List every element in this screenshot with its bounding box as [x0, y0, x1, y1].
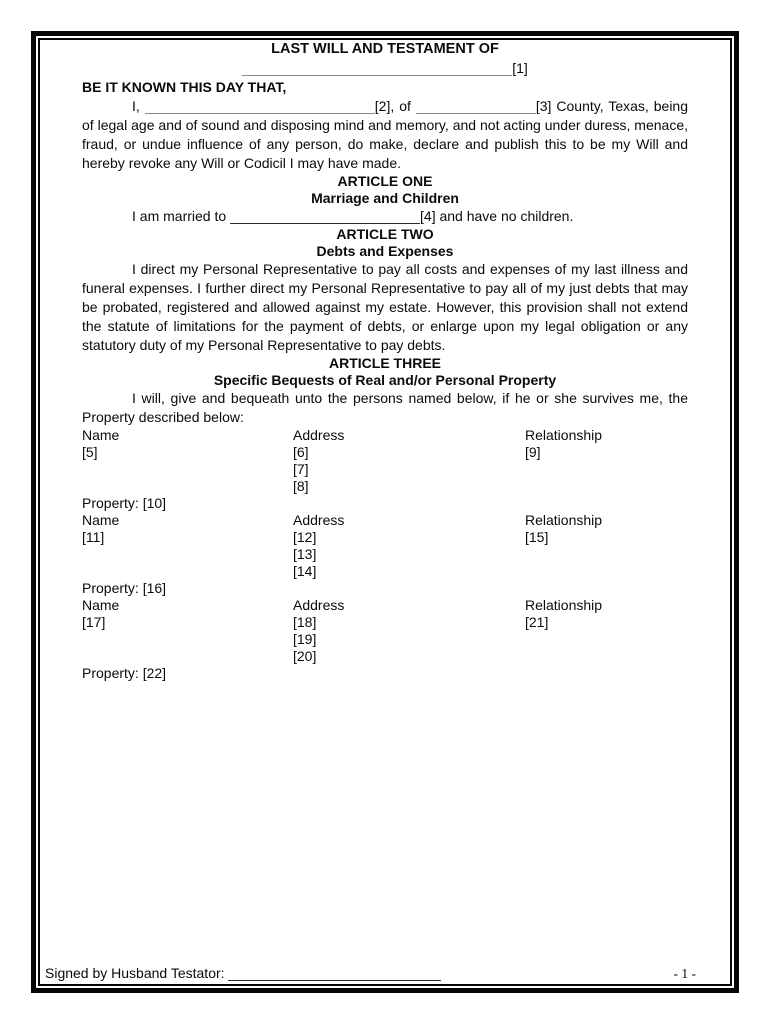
- bequest-row: [82, 614, 688, 631]
- address-field-ref[interactable]: [6]: [293, 444, 309, 460]
- bequest-column-headers: [82, 597, 688, 614]
- property-label: Property:: [82, 665, 139, 681]
- property-label: Property:: [82, 495, 139, 511]
- address-column-header: Address: [293, 597, 345, 613]
- relationship-column-header: Relationship: [525, 597, 603, 613]
- empty-cell: [82, 631, 293, 648]
- testator-name-ref: [1]: [512, 60, 528, 76]
- address-field-ref[interactable]: [20]: [293, 648, 317, 664]
- address-field-ref[interactable]: [19]: [293, 631, 317, 647]
- relationship-column-header: Relationship: [525, 427, 603, 443]
- county-blank[interactable]: [416, 100, 536, 114]
- page-border: [31, 31, 739, 993]
- debts-paragraph: I direct my Personal Representative to pay all costs and expenses of my last illness and funeral expenses. I further direct my Personal Representative to pay all of my just debts that may be probated, registered and allowed against my estate. However, this provision shall not extend the statute of limitations for the payment of debts, or enlarge upon my legal obligation or any statutory duty of my Personal Representative to pay debts.: [82, 261, 688, 353]
- empty-cell: [525, 478, 688, 495]
- article-one-heading: ARTICLE ONE: [337, 173, 433, 189]
- bequest-row: [82, 529, 688, 546]
- declaration-name-ref: [2], of: [374, 98, 411, 114]
- empty-cell: [82, 648, 293, 665]
- bequest-paragraph: I will, give and bequeath unto the persons named below, if he or she survives me, the Property described below:: [82, 390, 688, 425]
- address-field-ref[interactable]: [14]: [293, 563, 317, 579]
- bequest-column-headers: [82, 427, 688, 444]
- marriage-rest: [4] and have no children.: [420, 208, 574, 224]
- bequest-row: [82, 444, 688, 461]
- name-field-ref[interactable]: [17]: [82, 614, 106, 630]
- declaration-paragraph: [82, 97, 688, 173]
- address-field-ref[interactable]: [18]: [293, 614, 317, 630]
- property-row: [82, 495, 688, 512]
- relationship-field-ref[interactable]: [21]: [525, 614, 549, 630]
- empty-cell: [82, 563, 293, 580]
- property-field-ref[interactable]: [10]: [142, 495, 167, 511]
- article-three-subheading: Specific Bequests of Real and/or Personal Property: [213, 372, 557, 388]
- article-two-subheading: Debts and Expenses: [316, 243, 454, 259]
- marriage-statement: [82, 207, 688, 226]
- testator-name-blank[interactable]: [242, 62, 512, 76]
- address-field-ref[interactable]: [8]: [293, 478, 309, 494]
- page-footer: [45, 964, 696, 983]
- address-column-header: Address: [293, 427, 345, 443]
- property-label: Property:: [82, 580, 139, 596]
- name-column-header: Name: [82, 512, 120, 528]
- marriage-lead: I am married to: [132, 208, 227, 224]
- page-number: - 1 -: [673, 966, 696, 981]
- name-field-ref[interactable]: [11]: [82, 529, 105, 545]
- opening-declaration: BE IT KNOWN THIS DAY THAT,: [82, 79, 287, 95]
- testator-name-line: [82, 59, 688, 78]
- bequest-block-2: [82, 512, 688, 597]
- article-three-heading: ARTICLE THREE: [329, 355, 441, 371]
- name-field-ref[interactable]: [5]: [82, 444, 98, 460]
- relationship-field-ref[interactable]: [9]: [525, 444, 541, 460]
- signed-by-label: Signed by Husband Testator:: [45, 965, 225, 981]
- empty-cell: [82, 478, 293, 495]
- bequest-block-1: [82, 427, 688, 512]
- empty-cell: [525, 563, 688, 580]
- signed-by-line: [45, 964, 441, 983]
- declaration-lead: I,: [132, 98, 140, 114]
- bequest-row: [82, 546, 688, 563]
- property-field-ref[interactable]: [16]: [142, 580, 167, 596]
- empty-cell: [82, 461, 293, 478]
- address-field-ref[interactable]: [13]: [293, 546, 317, 562]
- article-one-heading-block: [82, 173, 688, 207]
- bequest-row: [82, 461, 688, 478]
- bequest-row: [82, 648, 688, 665]
- document-title: LAST WILL AND TESTAMENT OF: [271, 41, 499, 57]
- article-two-heading-block: [82, 226, 688, 260]
- relationship-column-header: Relationship: [525, 512, 603, 528]
- name-column-header: Name: [82, 597, 120, 613]
- property-field-ref[interactable]: [22]: [142, 665, 167, 681]
- bequest-row: [82, 563, 688, 580]
- bequest-block-3: [82, 597, 688, 682]
- article-two-heading: ARTICLE TWO: [336, 226, 434, 242]
- article-three-heading-block: [82, 355, 688, 389]
- bequest-row: [82, 631, 688, 648]
- bequest-column-headers: [82, 512, 688, 529]
- empty-cell: [525, 546, 688, 563]
- property-row: [82, 580, 688, 597]
- page-inner-border: [38, 38, 732, 986]
- empty-cell: [525, 631, 688, 648]
- property-row: [82, 665, 688, 682]
- document-body: [40, 40, 730, 682]
- testator-signature-blank[interactable]: [228, 967, 441, 981]
- address-field-ref[interactable]: [7]: [293, 461, 309, 477]
- spouse-name-blank[interactable]: [230, 210, 420, 224]
- empty-cell: [82, 546, 293, 563]
- declarant-name-blank[interactable]: [145, 100, 375, 114]
- declaration-rest: [3] County, Texas, being of legal age and of sound and disposing mind and memory, and not acting under duress, menace, fraud, or undue influence of any person, do make, declare and publish this to be my Will and hereby revoke any Will or Codicil I may have made.: [82, 98, 689, 171]
- article-one-subheading: Marriage and Children: [311, 190, 459, 206]
- address-field-ref[interactable]: [12]: [293, 529, 317, 545]
- empty-cell: [525, 461, 688, 478]
- bequest-row: [82, 478, 688, 495]
- relationship-field-ref[interactable]: [15]: [525, 529, 549, 545]
- address-column-header: Address: [293, 512, 345, 528]
- empty-cell: [525, 648, 688, 665]
- name-column-header: Name: [82, 427, 120, 443]
